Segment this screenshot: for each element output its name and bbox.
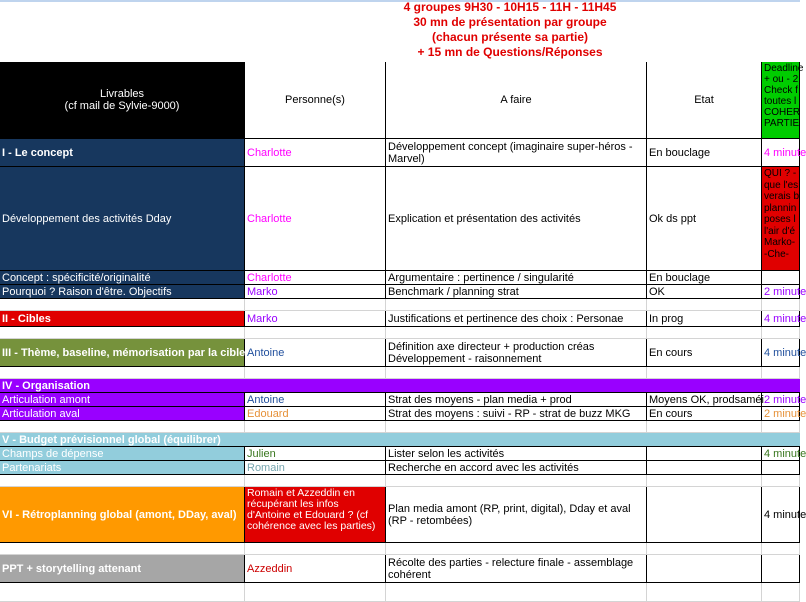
row-retro-todo[interactable]: Plan media amont (RP, print, digital), Dday et aval (RP - retombées) bbox=[386, 487, 647, 543]
spacer-cell[interactable] bbox=[0, 327, 245, 339]
spacer-cell[interactable] bbox=[245, 327, 386, 339]
spacer-cell[interactable] bbox=[386, 299, 647, 311]
title-line-3: (chacun présente sa partie) bbox=[431, 30, 589, 44]
row-aval-todo[interactable]: Strat des moyens : suivi - RP - strat de buzz MKG bbox=[386, 407, 647, 421]
spacer-cell[interactable] bbox=[762, 543, 800, 555]
row-amont-todo[interactable]: Strat des moyens - plan media + prod bbox=[386, 393, 647, 407]
row-ppt-person[interactable]: Azzeddin bbox=[245, 555, 386, 583]
spacer-cell[interactable] bbox=[0, 421, 245, 433]
empty-cell[interactable] bbox=[762, 583, 800, 602]
row-concept-deadline[interactable]: 4 minute bbox=[762, 139, 800, 167]
row-partenariats-label[interactable]: Partenariats bbox=[0, 461, 245, 475]
row-aval-deadline[interactable]: 2 minute bbox=[764, 407, 806, 420]
title-line-1: 4 groupes 9H30 - 10H15 - 11H - 11H45 bbox=[403, 0, 617, 14]
schedule-title bbox=[380, 0, 640, 62]
spacer-cell[interactable] bbox=[386, 421, 647, 433]
header-a-faire[interactable]: A faire bbox=[386, 62, 647, 139]
row-aval-label[interactable]: Articulation aval bbox=[0, 407, 245, 421]
row-theme-person[interactable]: Antoine bbox=[245, 339, 386, 367]
row-retro-label[interactable]: VI - Rétroplanning global (amont, DDay, aval) bbox=[0, 487, 245, 543]
row-pourquoi-state[interactable]: OK bbox=[647, 285, 762, 299]
spacer-cell[interactable] bbox=[647, 327, 762, 339]
spacer-cell[interactable] bbox=[647, 299, 762, 311]
header-personnes[interactable]: Personne(s) bbox=[245, 62, 386, 139]
spacer-cell[interactable] bbox=[0, 299, 245, 311]
spacer-cell[interactable] bbox=[762, 421, 800, 433]
header-livrables[interactable]: Livrables (cf mail de Sylvie-9000) bbox=[0, 62, 245, 139]
spacer-cell[interactable] bbox=[245, 543, 386, 555]
spacer-cell[interactable] bbox=[386, 543, 647, 555]
row-pourquoi-person[interactable]: Marko bbox=[245, 285, 386, 299]
spacer-cell[interactable] bbox=[0, 367, 245, 379]
spacer-cell[interactable] bbox=[245, 421, 386, 433]
row-dday-state[interactable]: Ok ds ppt bbox=[647, 167, 762, 271]
row-partenariats-person[interactable]: Romain bbox=[245, 461, 386, 475]
row-champs-state[interactable] bbox=[647, 447, 762, 461]
spacer-cell[interactable] bbox=[245, 299, 386, 311]
row-champs-person[interactable]: Julien bbox=[245, 447, 386, 461]
row-dday-todo[interactable]: Explication et présentation des activités bbox=[386, 167, 647, 271]
empty-cell[interactable] bbox=[0, 583, 245, 602]
row-specificite-todo[interactable]: Argumentaire : pertinence / singularité bbox=[386, 271, 647, 285]
row-specificite-person[interactable]: Charlotte bbox=[245, 271, 386, 285]
row-specificite-deadline[interactable] bbox=[762, 271, 800, 285]
row-pourquoi-deadline[interactable]: 2 minute bbox=[764, 285, 806, 298]
row-concept-todo[interactable]: Développement concept (imaginaire super-héros - Marvel) bbox=[386, 139, 647, 167]
row-theme-state[interactable]: En cours bbox=[647, 339, 762, 367]
row-retro-state[interactable] bbox=[647, 487, 762, 543]
row-dday-label[interactable]: Développement des activités Dday bbox=[0, 167, 245, 271]
spacer-cell[interactable] bbox=[762, 367, 800, 379]
row-retro-deadline[interactable]: 4 minute bbox=[762, 487, 800, 543]
spacer-cell[interactable] bbox=[0, 543, 245, 555]
empty-cell[interactable] bbox=[386, 583, 647, 602]
row-concept-label[interactable]: I - Le concept bbox=[0, 139, 245, 167]
title-line-2: 30 mn de présentation par groupe bbox=[413, 15, 607, 29]
row-ppt-todo[interactable]: Récolte des parties - relecture finale - assemblage cohérent bbox=[386, 555, 647, 583]
header-etat[interactable]: Etat bbox=[647, 62, 762, 139]
row-ppt-state[interactable] bbox=[647, 555, 762, 583]
row-retro-person[interactable]: Romain et Azzeddin en récupérant les infos d'Antoine et Edouard ? (cf cohérence avec les parties) bbox=[245, 487, 386, 543]
row-partenariats-state[interactable] bbox=[647, 461, 762, 475]
spacer-cell[interactable] bbox=[386, 327, 647, 339]
row-specificite-label[interactable]: Concept : spécificité/originalité bbox=[0, 271, 245, 285]
spacer-cell[interactable] bbox=[762, 299, 800, 311]
spacer-cell[interactable] bbox=[647, 475, 762, 487]
row-champs-todo[interactable]: Lister selon les activités bbox=[386, 447, 647, 461]
row-concept-person[interactable]: Charlotte bbox=[245, 139, 386, 167]
row-theme-todo[interactable]: Définition axe directeur + production créas Développement - raisonnement bbox=[386, 339, 647, 367]
row-dday-deadline[interactable]: QUI ? - que l'es verais b plannin poses l l'air d'é Marko- -Che- bbox=[762, 167, 800, 271]
row-concept-state[interactable]: En bouclage bbox=[647, 139, 762, 167]
row-amont-label[interactable]: Articulation amont bbox=[0, 393, 245, 407]
spacer-cell[interactable] bbox=[386, 367, 647, 379]
spacer-cell[interactable] bbox=[245, 475, 386, 487]
spacer-cell[interactable] bbox=[647, 421, 762, 433]
empty-cell[interactable] bbox=[245, 583, 386, 602]
row-pourquoi-todo[interactable]: Benchmark / planning strat bbox=[386, 285, 647, 299]
row-cibles-deadline[interactable]: 4 minute bbox=[762, 311, 800, 327]
row-aval-person[interactable]: Edouard bbox=[245, 407, 386, 421]
spacer-cell[interactable] bbox=[647, 543, 762, 555]
row-organisation-label[interactable]: IV - Organisation bbox=[0, 379, 800, 393]
row-ppt-label[interactable]: PPT + storytelling attenant bbox=[0, 555, 245, 583]
row-amont-state[interactable]: Moyens OK, prodsaméi bbox=[649, 393, 764, 406]
row-cibles-person[interactable]: Marko bbox=[245, 311, 386, 327]
row-cibles-label[interactable]: II - Cibles bbox=[0, 311, 245, 327]
spacer-cell[interactable] bbox=[0, 475, 245, 487]
row-champs-deadline[interactable]: 4 minute bbox=[764, 447, 806, 460]
spacer-cell[interactable] bbox=[762, 327, 800, 339]
row-champs-label[interactable]: Champs de dépense bbox=[0, 447, 245, 461]
row-ppt-deadline[interactable] bbox=[762, 555, 800, 583]
row-amont-person[interactable]: Antoine bbox=[245, 393, 386, 407]
empty-cell[interactable] bbox=[647, 583, 762, 602]
row-partenariats-deadline[interactable] bbox=[762, 461, 800, 475]
row-theme-deadline[interactable]: 4 minute bbox=[762, 339, 800, 367]
row-dday-person[interactable]: Charlotte bbox=[245, 167, 386, 271]
row-specificite-state[interactable]: En bouclage bbox=[647, 271, 762, 285]
row-aval-state[interactable]: En cours bbox=[647, 407, 762, 421]
row-partenariats-todo[interactable]: Recherche en accord avec les activités bbox=[386, 461, 647, 475]
row-amont-deadline[interactable]: 2 minute bbox=[764, 393, 806, 406]
row-pourquoi-label[interactable]: Pourquoi ? Raison d'être. Objectifs bbox=[0, 285, 245, 299]
spacer-cell[interactable] bbox=[647, 367, 762, 379]
spacer-cell[interactable] bbox=[762, 475, 800, 487]
spacer-cell[interactable] bbox=[245, 367, 386, 379]
row-budget-label[interactable]: V - Budget prévisionnel global (équilibrer) bbox=[0, 433, 800, 447]
row-cibles-state[interactable]: In prog bbox=[647, 311, 762, 327]
row-cibles-todo[interactable]: Justifications et pertinence des choix : Personae bbox=[386, 311, 647, 327]
title-line-4: + 15 mn de Questions/Réponses bbox=[417, 45, 603, 59]
row-theme-label[interactable]: III - Thème, baseline, mémorisation par la cible bbox=[0, 339, 245, 367]
header-deadline[interactable]: Deadline + ou - 2 Check f toutes l COHER PARTIE bbox=[762, 62, 800, 139]
spacer-cell[interactable] bbox=[386, 475, 647, 487]
